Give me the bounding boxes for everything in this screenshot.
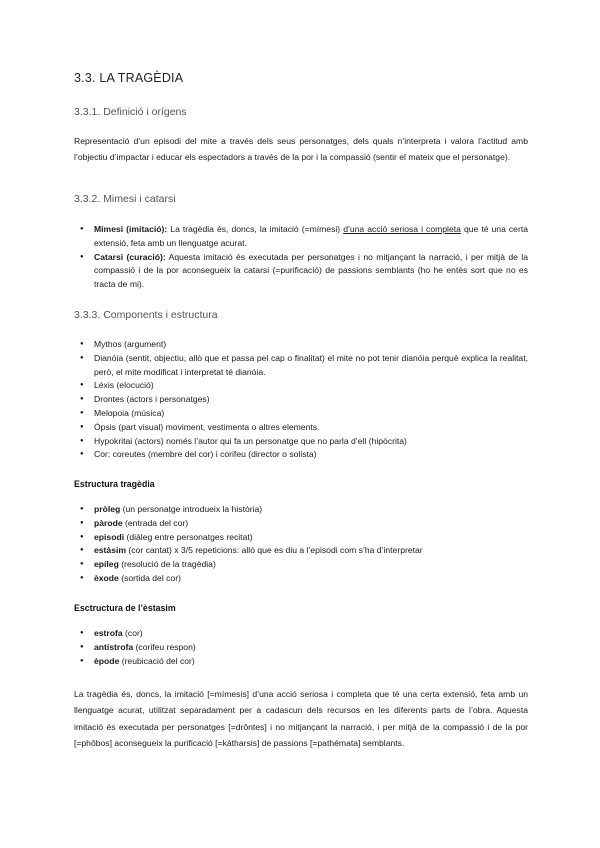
- list-item: ● episodi (diàleg entre personatges recitat): [74, 531, 528, 545]
- subsection-title-mimesi: 3.3.2. Mimesi i catarsi: [74, 193, 176, 205]
- list-item: ● Drontes (actors i personatges): [74, 393, 528, 407]
- list-item: ● pàrode (entrada del cor): [74, 517, 528, 531]
- list-item: ● estàsim (cor cantat) x 3/5 repeticions: allò que es diu a l’episodi com s’ha d’interpretar: [74, 544, 528, 558]
- term: Mimesi (imitació): [94, 224, 165, 234]
- list-item: ● Léxis (elocució): [74, 379, 528, 393]
- list-item: ● Mythos (argument): [74, 338, 528, 352]
- list-item: ● Hypokritai (actors) només l’autor qui fa un personatge que no parla d’ell (hipòcrita): [74, 435, 528, 449]
- section-heading: 3.3. LA TRAGÈDIA: [74, 71, 184, 85]
- list-item: ● Ópsis (part visual) moviment, vestimenta o altres elements.: [74, 421, 528, 435]
- mimesi-catarsi-list: [74, 223, 528, 292]
- term: Catarsi (curació): [94, 251, 163, 262]
- estructura-title: Estructura tragèdia: [74, 479, 155, 489]
- subsection-title-definicio: 3.3.1. Definició i orígens: [74, 106, 187, 118]
- list-item: ● estrofa (cor): [74, 627, 528, 641]
- estasim-list: [74, 627, 528, 668]
- components-list: [74, 338, 528, 462]
- list-item: ● Cor: coreutes (membre del cor) i corifeu (director o solista): [74, 448, 528, 462]
- estructura-list: [74, 503, 528, 586]
- list-item: ● èpode (reubicació del cor): [74, 655, 528, 669]
- list-item: ● antístrofa (corifeu respon): [74, 641, 528, 655]
- definition-paragraph: Representació d’un episodi del mite a través dels seus personatges, dels quals n’interpreta i valora l’actitud amb l’objectiu d’impactar i educar els espectadors a través de la por i la compassió (sentir el mateix que el personatge).: [74, 136, 528, 163]
- list-item: ● Melopoia (música): [74, 407, 528, 421]
- estasim-title: Esctructura de l’èstasim: [74, 603, 176, 613]
- list-item: ● èxode (sortida del cor): [74, 572, 528, 586]
- list-item: ● epíleg (resolució de la tragèdia): [74, 558, 528, 572]
- subsection-title-components: 3.3.3. Components i estructura: [74, 309, 218, 321]
- closing-paragraph: La tragèdia és, doncs, la imitació [=mímesis] d’una acció seriosa i completa que té una certa extensió, feta amb un llenguatge acurat, utilitzat separadament per a cadascun dels recursos en les diferents parts de l’obra. Aquesta imitació és executada per personatges [=drôntes] i no mitjançant la narració, i per mitjà de la compassió i de la por [=phôbos] aconsegueix la purificació [=kátharsis] de passions [=pathémata] semblants.: [74, 689, 528, 748]
- underlined-phrase: d’una acció seriosa i completa: [343, 224, 461, 234]
- list-item: ● Catarsi (curació): Aquesta imitació és executada per personatges i no mitjançant la narració, i per mitjà de la compassió i de la por aconsegueix la catarsi (=purificació) de passions semblants (ho he entès sort que no es tracta de mi).: [74, 251, 528, 292]
- list-item: ● Mimesi (imitació): La tragèdia és, doncs, la imitació (=mímesi) d’una acció seriosa i completa que té una certa extensió, feta amb un llenguatge acurat.: [74, 223, 528, 251]
- list-item: ● pròleg (un personatge introdueix la història): [74, 503, 528, 517]
- list-item: ● Dianóia (sentit, objectiu, allò que et passa pel cap o finalitat) el mite no pot tenir dianóia perquè explica la realitat, però, el mite modificat i interpretat té dianóia.: [74, 352, 528, 380]
